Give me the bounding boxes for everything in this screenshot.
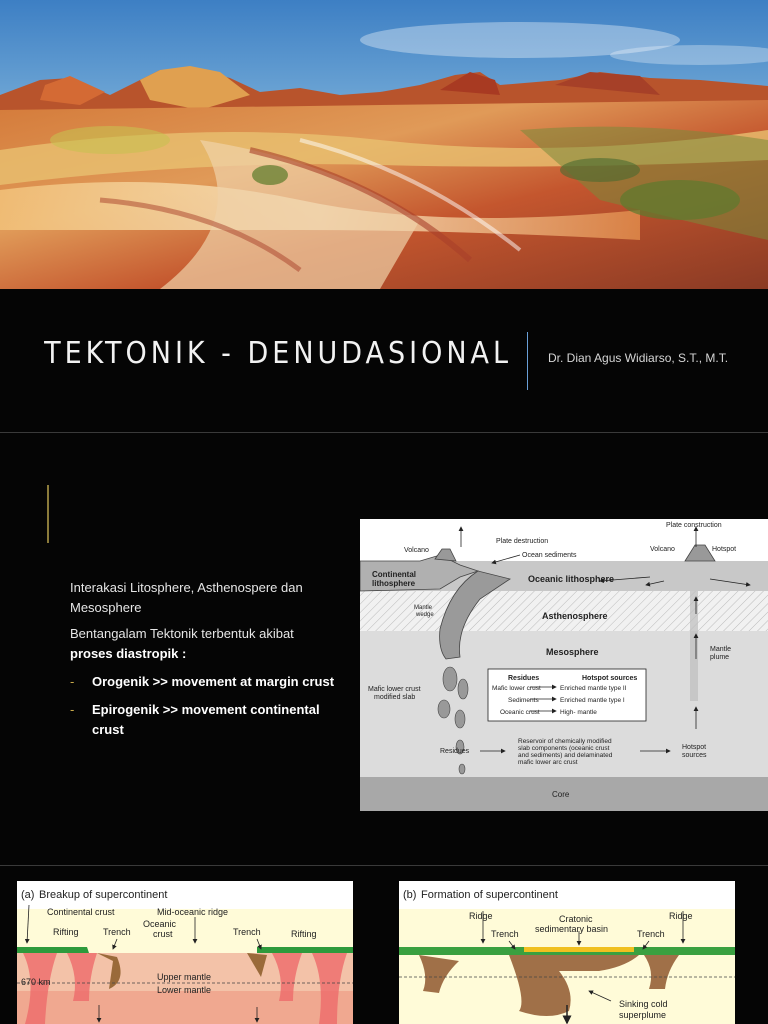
- label-depth: 670 km: [21, 977, 51, 987]
- content-slide[interactable]: [0, 433, 768, 865]
- caption-letter-a: (a): [21, 889, 35, 901]
- label-reservoir-1: Reservoir of chemically modified: [518, 738, 612, 745]
- supercontinent-slide[interactable]: [0, 866, 768, 1024]
- label-oceanic-1: Oceanic: [143, 919, 177, 929]
- label-oceanic-2: crust: [153, 929, 173, 939]
- label-plate-destruction: Plate destruction: [496, 538, 549, 545]
- label-mantle-plume-2: plume: [710, 654, 730, 661]
- box-row-residue: Oceanic crust: [500, 709, 540, 716]
- landscape-photo: [0, 0, 768, 289]
- label-ocean-sediments: Ocean sediments: [522, 552, 577, 559]
- bullet-text: Orogenik >> movement at margin crust: [92, 674, 335, 689]
- caption-letter-b: (b): [403, 889, 417, 901]
- label-mantle-wedge-1: Mantle: [414, 605, 433, 611]
- label-trench-right: Trench: [233, 927, 261, 937]
- bullet-list: [70, 672, 335, 740]
- label-lower-mantle: Lower mantle: [157, 985, 212, 995]
- formation-figure: [399, 881, 735, 1024]
- label-trench-left: Trench: [103, 927, 131, 937]
- label-volcano-left: Volcano: [404, 547, 429, 554]
- box-row-residue: Sediments: [508, 697, 539, 704]
- label-mafic-1: Mafic lower crust: [368, 686, 421, 693]
- body-text: [70, 578, 335, 748]
- paragraph-interaction: Interakasi Litosphere, Asthenospere dan Mesosphere: [70, 580, 303, 615]
- label-hotspot: Hotspot: [712, 546, 737, 553]
- title-divider: [527, 332, 528, 390]
- label-sinking-1: Sinking cold: [619, 999, 668, 1009]
- caption-breakup: Breakup of supercontinent: [39, 889, 168, 901]
- label-cratonic-1: Cratonic: [559, 914, 593, 924]
- label-ridge-left: Ridge: [469, 911, 493, 921]
- label-rifting-right: Rifting: [291, 929, 317, 939]
- bullet-orogenik: [70, 672, 335, 692]
- label-asthenosphere: Asthenosphere: [542, 611, 608, 621]
- box-row-source: Enriched mantle type I: [560, 697, 625, 704]
- label-hotspot-sources-2: sources: [682, 752, 707, 759]
- label-core: Core: [552, 790, 570, 799]
- bullet-dash-icon: -: [70, 674, 75, 689]
- label-reservoir-3: and sediments) and delaminated: [518, 752, 613, 759]
- bullet-text: Epirogenik >> movement continental crust: [92, 702, 320, 737]
- bullet-dash-icon: -: [70, 702, 75, 717]
- label-mafic-2: modified slab: [374, 694, 416, 701]
- label-continental: Continental: [372, 570, 416, 579]
- formation-figure-svg: [399, 881, 735, 1024]
- label-trench-right: Trench: [637, 929, 665, 939]
- box-header-residues: Residues: [508, 675, 540, 682]
- box-row-source: High- mantle: [560, 709, 597, 716]
- paragraph-prefix: Bentangalam Tektonik terbentuk akibat: [70, 626, 294, 641]
- slide-title: TEKTONIK - DENUDASIONAL: [44, 336, 512, 371]
- bullet-epirogenik: [70, 700, 335, 740]
- box-row-source: Enriched mantle type II: [560, 685, 627, 692]
- label-sinking-2: superplume: [619, 1010, 667, 1020]
- label-reservoir-2: slab components (oceanic crust: [518, 745, 610, 752]
- breakup-figure-svg: [17, 881, 353, 1024]
- accent-bar: [47, 485, 49, 543]
- mantle-diagram-svg: [360, 519, 768, 811]
- label-volcano-right: Volcano: [650, 546, 675, 553]
- paragraph-diastropic: [70, 624, 335, 664]
- label-residues: Residues: [440, 748, 470, 755]
- mantle-diagram: [360, 519, 768, 811]
- label-plate-construction: Plate construction: [666, 522, 722, 529]
- label-mesosphere: Mesosphere: [546, 647, 599, 657]
- label-lithosphere: lithosphere: [372, 579, 416, 588]
- box-header-hotspot: Hotspot sources: [582, 675, 638, 682]
- box-row-residue: Mafic lower crust: [492, 685, 541, 692]
- label-rifting-left: Rifting: [53, 927, 79, 937]
- paragraph-bold: proses diastropik :: [70, 646, 187, 661]
- label-hotspot-sources-1: Hotspot: [682, 744, 707, 751]
- caption-formation: Formation of supercontinent: [421, 889, 558, 901]
- label-ridge-right: Ridge: [669, 911, 693, 921]
- author-name: Dr. Dian Agus Widiarso, S.T., M.T.: [548, 351, 729, 365]
- breakup-figure: [17, 881, 353, 1024]
- label-cratonic-2: sedimentary basin: [535, 924, 609, 934]
- label-continental-crust: Continental crust: [47, 907, 115, 917]
- label-reservoir-4: mafic lower arc crust: [518, 759, 578, 766]
- title-slide[interactable]: [0, 0, 768, 432]
- label-mantle-wedge-2: wedge: [416, 612, 434, 618]
- label-mantle-plume-1: Mantle: [710, 646, 732, 653]
- label-oceanic-lithosphere: Oceanic lithosphere: [528, 574, 615, 584]
- label-mid-oceanic-ridge: Mid-oceanic ridge: [157, 907, 229, 917]
- label-upper-mantle: Upper mantle: [157, 972, 212, 982]
- label-trench-left: Trench: [491, 929, 519, 939]
